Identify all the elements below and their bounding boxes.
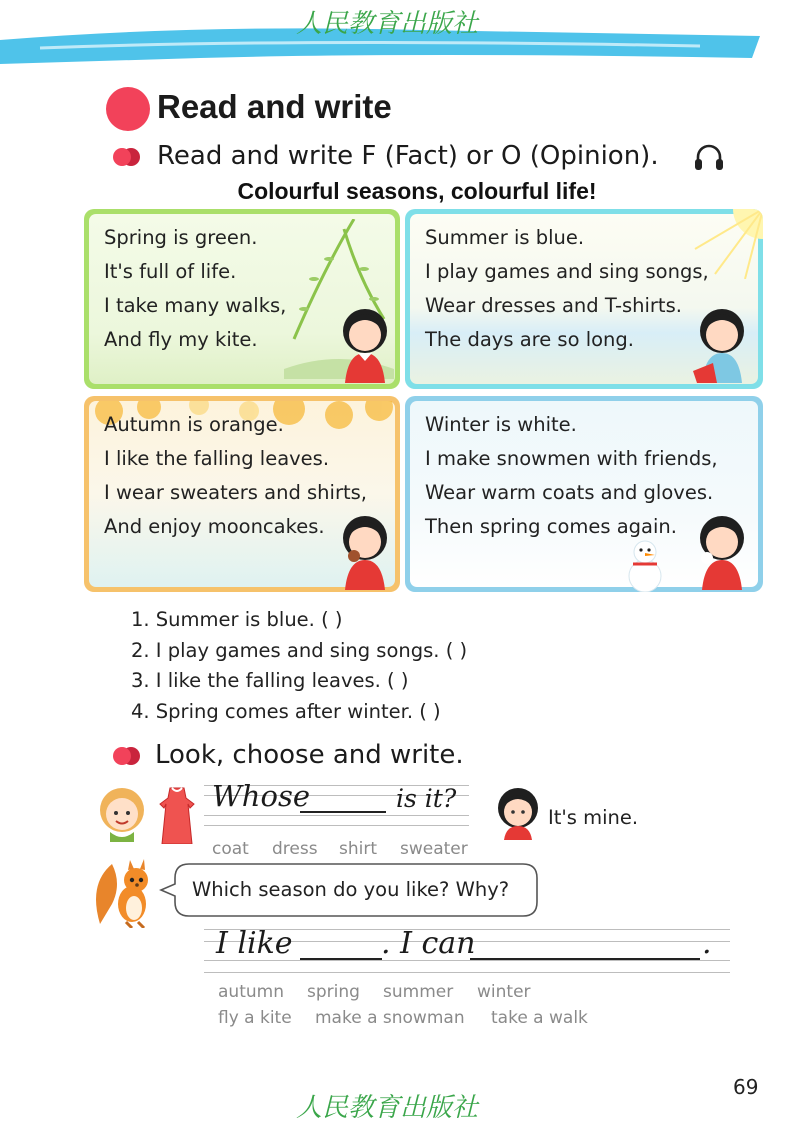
poem-line: Spring is green.	[104, 226, 258, 249]
answer-blank[interactable]	[300, 811, 386, 813]
option-word: summer	[383, 982, 454, 1002]
section-bullet	[106, 87, 150, 131]
option-word: winter	[477, 982, 531, 1002]
poem-line: Autumn is orange.	[104, 413, 284, 436]
publisher-logo-bottom	[288, 1086, 518, 1126]
pill-bullet-icon	[112, 747, 140, 765]
question-item: 4. Spring comes after winter. ( )	[131, 700, 441, 723]
girl-face-icon	[96, 786, 148, 842]
sentence-i-can: . I can	[381, 926, 476, 961]
poem-line: I like the falling leaves.	[104, 447, 330, 470]
option-word: sweater	[400, 839, 468, 859]
poem-line: I take many walks,	[104, 294, 287, 317]
poem-subtitle: Colourful seasons, colourful life!	[237, 178, 597, 204]
reply-text: It's mine.	[548, 806, 639, 829]
task1-instruction: Read and write F (Fact) or O (Opinion).	[157, 141, 659, 171]
poem-line: The days are so long.	[425, 328, 634, 351]
section-title: Read and write	[157, 88, 392, 125]
answer-blank[interactable]	[300, 958, 382, 960]
option-phrase: make a snowman	[315, 1008, 465, 1028]
question-item: 3. I like the falling leaves. ( )	[131, 669, 409, 692]
answer-blank[interactable]	[470, 958, 700, 960]
girl-face-icon	[494, 786, 542, 840]
question-item: 1. Summer is blue. ( )	[131, 608, 343, 631]
ruled-line	[204, 972, 730, 973]
pill-bullet-icon	[112, 148, 140, 166]
girl-illustration	[687, 301, 757, 383]
poem-winter	[425, 408, 718, 544]
poem-line: Then spring comes again.	[425, 515, 677, 538]
poem-panel-spring	[84, 209, 400, 389]
poem-line: I wear sweaters and shirts,	[104, 481, 367, 504]
poem-panel-autumn	[84, 396, 400, 592]
ruled-line	[204, 825, 469, 826]
publisher-logo-text: 人民教育出版社	[296, 1093, 479, 1123]
option-word: dress	[272, 839, 318, 859]
sentence-period: .	[702, 926, 712, 961]
sentence-word-is-it: is it?	[396, 784, 457, 813]
option-phrase: take a walk	[491, 1008, 588, 1028]
dress-icon	[158, 786, 196, 844]
poem-panel-summer	[405, 209, 763, 389]
sentence-word-whose: Whose	[212, 779, 310, 813]
poem-line: Summer is blue.	[425, 226, 585, 249]
poem-autumn	[104, 408, 367, 544]
headphones-icon[interactable]	[693, 142, 725, 172]
girl-illustration	[330, 508, 400, 590]
publisher-logo-text: 人民教育出版社	[296, 9, 479, 39]
snowman-illustration	[613, 534, 675, 592]
poem-line: Wear warm coats and gloves.	[425, 481, 714, 504]
girl-illustration	[330, 301, 400, 383]
poem-line: Winter is white.	[425, 413, 577, 436]
poem-line: It's full of life.	[104, 260, 237, 283]
option-word: spring	[307, 982, 360, 1002]
option-word: coat	[212, 839, 249, 859]
ruled-line	[204, 815, 469, 816]
speech-bubble-text: Which season do you like? Why?	[192, 878, 510, 901]
poem-line: I make snowmen with friends,	[425, 447, 718, 470]
publisher-logo-top	[288, 2, 518, 42]
poem-line: And fly my kite.	[104, 328, 258, 351]
option-phrase: fly a kite	[218, 1008, 292, 1028]
page-number: 69	[733, 1075, 759, 1099]
poem-spring	[104, 221, 286, 357]
poem-line: Wear dresses and T-shirts.	[425, 294, 682, 317]
option-word: shirt	[339, 839, 378, 859]
poem-line: I play games and sing songs,	[425, 260, 709, 283]
squirrel-icon	[92, 854, 158, 928]
question-item: 2. I play games and sing songs. ( )	[131, 639, 468, 662]
poem-panel-winter	[405, 396, 763, 592]
sentence-i-like: I like	[216, 926, 293, 961]
poem-summer	[425, 221, 709, 357]
option-word: autumn	[218, 982, 284, 1002]
task2-instruction: Look, choose and write.	[155, 740, 464, 770]
girl-illustration	[687, 508, 757, 590]
poem-line: And enjoy mooncakes.	[104, 515, 325, 538]
